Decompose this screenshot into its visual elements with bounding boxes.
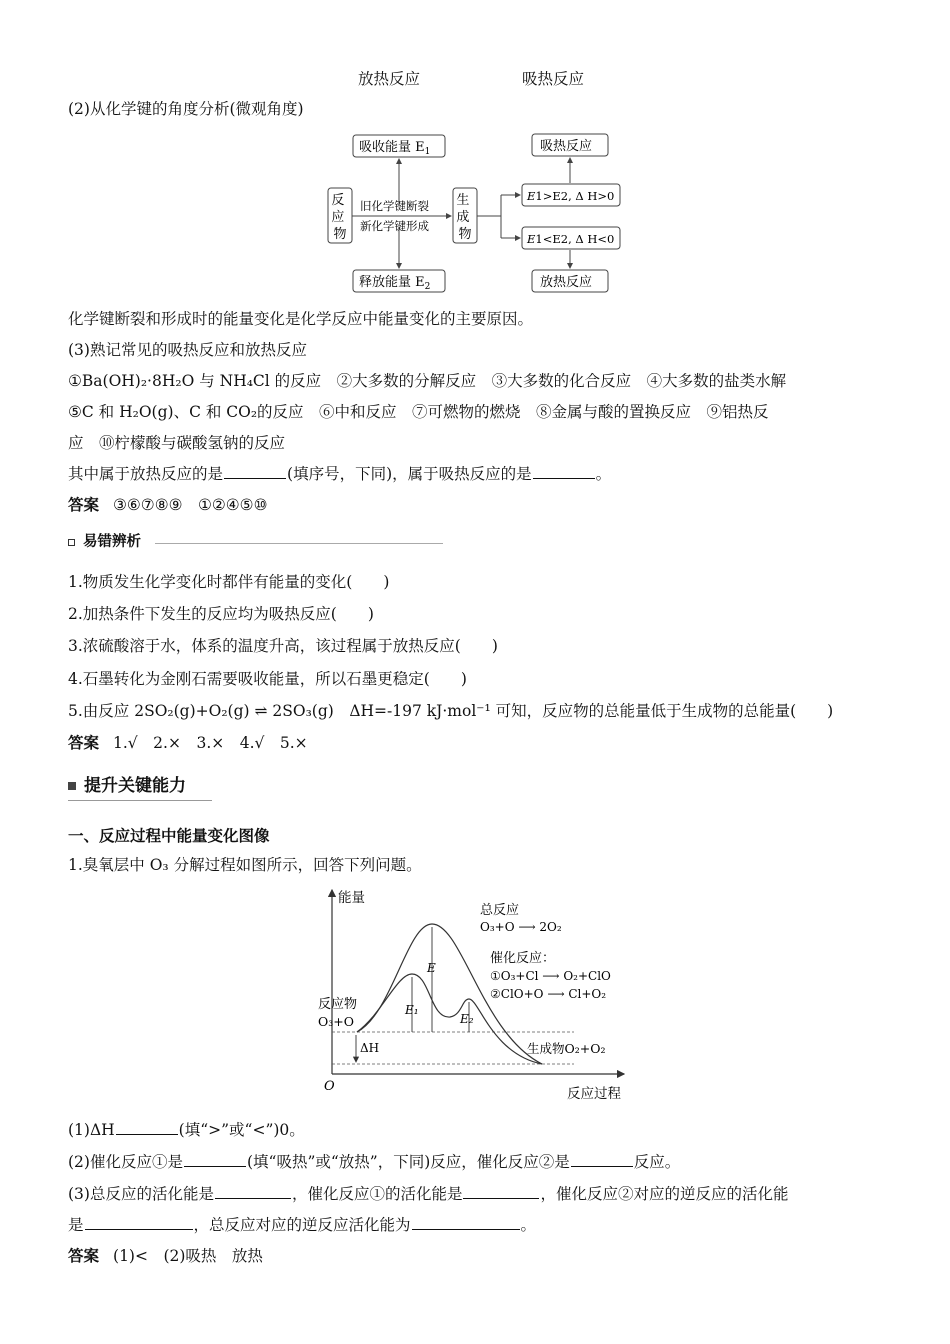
sub-q3-text-f: 。: [520, 1216, 537, 1234]
sub-q1-text-a: (1)ΔH: [68, 1121, 115, 1139]
q1-intro: 1.臭氧层中 O₃ 分解过程如图所示，回答下列问题。: [68, 856, 422, 874]
answer-blank[interactable]: [85, 1214, 193, 1230]
bond-energy-diagram: [326, 130, 626, 295]
exo-result-box: 放热反应: [540, 275, 593, 290]
q3-line-1: ①Ba(OH)₂·8H₂O 与 NH₄Cl 的反应 ②大多数的分解反应 ③大多数的化合反应 ④大多数的盐类水解: [68, 372, 787, 390]
activation-energy-E1: E₁: [405, 1003, 419, 1017]
sub-q3-text-a: (3)总反应的活化能是: [68, 1185, 214, 1203]
sub-q2-text-b: (填“吸热”或“放热”，下同)反应，催化反应②是: [246, 1153, 570, 1171]
enthalpy-change-label: ΔH: [360, 1041, 380, 1055]
energy-profile-chart: [312, 884, 632, 1106]
answer-blank[interactable]: [412, 1214, 520, 1230]
answer-blank[interactable]: [184, 1151, 246, 1167]
tf-item: 4.石墨转化为金刚石需要吸收能量，所以石墨更稳定( ): [68, 670, 467, 688]
endo-label-top: 吸热反应: [522, 70, 585, 88]
activation-energy-E2: E₂: [460, 1012, 474, 1026]
error-section-header: [68, 531, 141, 553]
answer-label: 答案: [68, 1247, 100, 1265]
sub-question-1: [68, 1119, 305, 1141]
sub-q2-text-c: 反应。: [633, 1153, 681, 1171]
x-axis-label: 反应过程: [567, 1086, 621, 1102]
products-label: 生成物O₂+O₂: [527, 1041, 606, 1056]
answer-blank[interactable]: [215, 1183, 291, 1199]
release-energy-box: 释放能量 $E_2$: [359, 275, 431, 292]
tf-item: 3.浓硫酸溶于水，体系的温度升高，该过程属于放热反应( ): [68, 637, 498, 655]
tf-answer-line: [68, 732, 308, 754]
square-bullet-icon: [68, 539, 75, 546]
q3-heading: (3)熟记常见的吸热反应和放热反应: [68, 341, 307, 359]
answer-label: 答案: [68, 734, 100, 752]
condition-endo: E1>E2, Δ H>0: [527, 189, 615, 203]
bond-form-text: 新化学键形成: [360, 219, 429, 233]
q2-heading: (2)从化学键的角度分析(微观角度): [68, 100, 304, 118]
q3-question: [68, 463, 611, 485]
reactants-formula: O₃+O: [318, 1014, 354, 1029]
final-answer: (1)< (2)吸热 放热: [113, 1247, 263, 1265]
catalyzed-reaction-2: ②ClO+O ⟶ Cl+O₂: [490, 987, 607, 1001]
sub-q3-text-c: ，催化反应②对应的逆反应的活化能: [540, 1185, 789, 1203]
tf-answer: 1.√ 2.× 3.× 4.√ 5.×: [113, 734, 308, 752]
sub-q3-text-b: ，催化反应①的活化能是: [291, 1185, 463, 1203]
answer-blank[interactable]: [116, 1119, 178, 1135]
section-title-text: 提升关键能力: [84, 776, 186, 796]
q3-question-text-a: 其中属于放热反应的是: [68, 465, 224, 483]
bond-note: 化学键断裂和形成时的能量变化是化学反应中能量变化的主要原因。: [68, 310, 534, 328]
final-answer-line: [68, 1245, 263, 1267]
answer-blank[interactable]: [463, 1183, 539, 1199]
tf-item: 2.加热条件下发生的反应均为吸热反应( ): [68, 605, 374, 623]
catalyzed-reaction-1: ①O₃+Cl ⟶ O₂+ClO: [490, 969, 611, 983]
q3-answer: ③⑥⑦⑧⑨ ①②④⑤⑩: [113, 496, 268, 514]
catalyzed-title: 催化反应：: [490, 951, 556, 966]
section-underline: [68, 800, 212, 801]
q3-line-3: 应 ⑩柠檬酸与碳酸氢钠的反应: [68, 434, 286, 452]
sub-q2-text-a: (2)催化反应①是: [68, 1153, 183, 1171]
sub-q1-text-b: (填“>”或“<”)0。: [178, 1121, 305, 1139]
sub-question-3: [68, 1183, 789, 1205]
q3-answer-line: [68, 494, 267, 516]
section-title: [68, 775, 186, 797]
activation-energy-E: E: [427, 961, 436, 975]
exo-label-top: 放热反应: [358, 70, 421, 88]
subsection-title: 一、反应过程中能量变化图像: [68, 827, 270, 845]
origin-label: O: [324, 1079, 335, 1094]
section-divider: [155, 543, 443, 544]
absorb-energy-box: 吸收能量 $E_1$: [359, 140, 431, 157]
tf-item: 5.由反应 2SO₂(g)+O₂(g) ⇌ 2SO₃(g) ΔH=-197 kJ·mol⁻¹ 可知，反应物的总能量低于生成物的总能量( ): [68, 702, 834, 720]
answer-blank[interactable]: [571, 1151, 633, 1167]
answer-blank[interactable]: [224, 463, 286, 479]
reactants-label: 反应物: [318, 997, 358, 1012]
sub-question-3-cont: [68, 1214, 536, 1236]
y-axis-label: 能量: [338, 890, 365, 906]
condition-exo: E1<E2, Δ H<0: [527, 232, 615, 246]
square-bullet-icon: [68, 782, 76, 790]
endo-result-box: 吸热反应: [540, 139, 593, 154]
q3-question-text-b: (填序号，下同)，属于吸热反应的是: [287, 465, 532, 483]
sub-question-2: [68, 1151, 680, 1173]
sub-q3-text-d: 是: [68, 1216, 84, 1234]
total-reaction-title: 总反应: [480, 903, 520, 918]
product-box: 生 成 物: [456, 193, 472, 242]
total-reaction-eq: O₃+O ⟶ 2O₂: [480, 920, 562, 934]
sub-q3-text-e: ，总反应对应的逆反应活化能为: [193, 1216, 411, 1234]
answer-label: 答案: [68, 496, 100, 514]
answer-blank[interactable]: [533, 463, 595, 479]
tf-item: 1.物质发生化学变化时都伴有能量的变化( ): [68, 573, 390, 591]
error-section-title: 易错辨析: [83, 534, 141, 550]
q3-line-2: ⑤C 和 H₂O(g)、C 和 CO₂的反应 ⑥中和反应 ⑦可燃物的燃烧 ⑧金属与酸的置换反应 ⑨铝热反: [68, 403, 769, 421]
bond-break-text: 旧化学键断裂: [360, 199, 429, 213]
reactant-box: 反 应 物: [331, 193, 347, 242]
q3-question-text-c: 。: [595, 465, 612, 483]
